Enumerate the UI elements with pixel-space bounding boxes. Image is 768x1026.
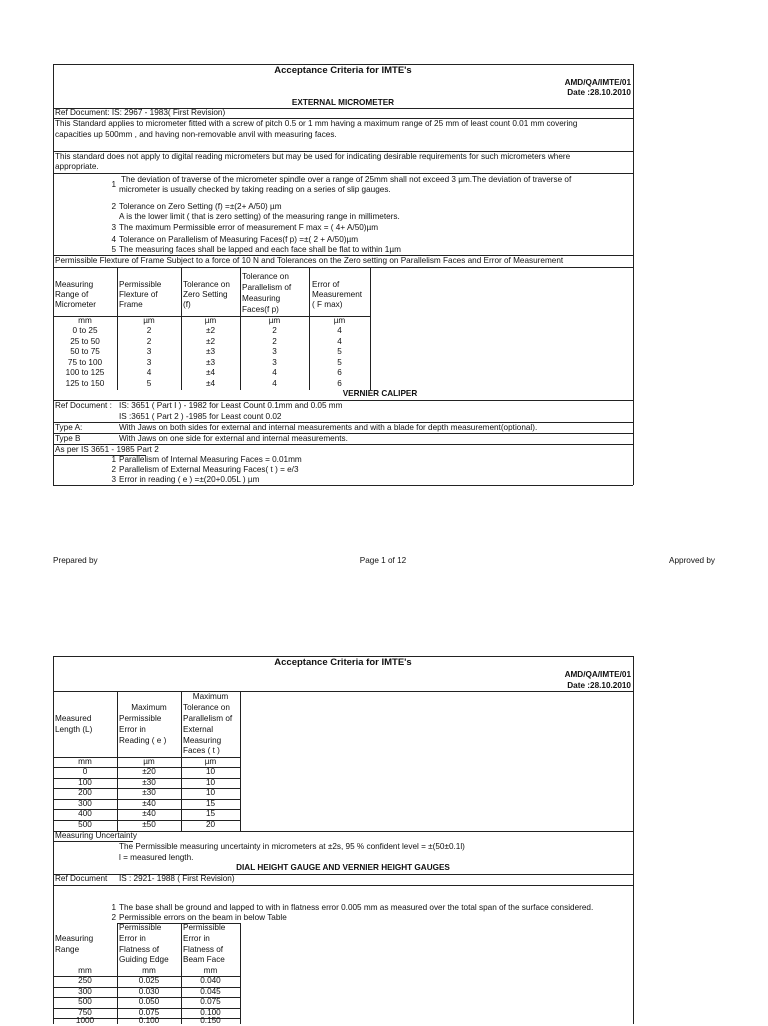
table-cell: 0.050 xyxy=(138,997,160,1006)
table-unit: mm xyxy=(78,316,92,325)
table-cell: 20 xyxy=(205,820,216,829)
document-date: Date :28.10.2010 xyxy=(567,681,631,690)
point-text: Parallelism of External Measuring Faces( t ) = e/3 xyxy=(119,465,299,474)
table-header: External xyxy=(183,725,214,734)
point-number: 3 xyxy=(111,223,116,232)
point-number: 1 xyxy=(111,180,116,189)
table-header: Tolerance on xyxy=(242,272,289,281)
table-header: Flatness of xyxy=(183,945,224,954)
table-cell: 3 xyxy=(272,358,277,367)
table-cell: 10 xyxy=(205,778,216,787)
table-header: Beam Face xyxy=(183,955,225,964)
table-cell: 3 xyxy=(146,358,152,367)
table-cell: ±4 xyxy=(205,368,216,377)
table-cell: 500 xyxy=(78,820,92,829)
table-header: Tolerance on xyxy=(183,703,230,712)
table-header: Measuring xyxy=(242,294,281,303)
table-header: Zero Setting xyxy=(183,290,228,299)
table-header: Range xyxy=(55,945,80,954)
scope-line-1: This Standard applies to micrometer fitted with a screw of pitch 0.5 or 1 mm having a maximum range of 25 mm of least count 0.01 mm covering xyxy=(55,119,578,128)
table-unit: µm xyxy=(333,316,346,325)
table-cell: ±4 xyxy=(205,379,216,388)
table-header: Error in xyxy=(183,934,210,943)
point-number: 4 xyxy=(111,235,116,244)
table-cell: 0.150 xyxy=(200,1016,221,1025)
table-cell: 400 xyxy=(78,809,92,818)
type-a-text: With Jaws on both sides for external and internal measurements and with a blade for depth measurement(optional). xyxy=(119,423,538,432)
table-header: Parallelism of xyxy=(183,714,233,723)
table-cell: 15 xyxy=(205,799,216,808)
table-header: Faces(f p) xyxy=(242,305,279,314)
table-cell: 0.075 xyxy=(138,1008,160,1017)
ref-document-label: Ref Document : xyxy=(55,401,112,410)
table-header: (f) xyxy=(183,300,191,309)
table-header: Maximum xyxy=(192,692,229,701)
table-cell: 300 xyxy=(78,799,92,808)
table-header: Flatness of xyxy=(119,945,160,954)
point-text: Parallelism of Internal Measuring Faces = 0.01mm xyxy=(119,455,302,464)
table-unit: mm xyxy=(78,757,92,766)
table-cell: ±50 xyxy=(142,820,156,829)
table-unit: µm xyxy=(143,316,155,325)
type-b-text: With Jaws on one side for external and internal measurements. xyxy=(119,434,348,443)
table-cell: 300 xyxy=(78,987,92,996)
table-cell: 125 to 150 xyxy=(65,379,105,388)
point-text: Error in reading ( e ) =±(20+0.05L ) µm xyxy=(119,475,260,484)
uncertainty-text: l = measured length. xyxy=(119,853,194,862)
table-cell: 0 xyxy=(82,767,88,776)
table-cell: 0.040 xyxy=(200,976,221,985)
table-header: Measuring xyxy=(55,934,94,943)
table-cell: 5 xyxy=(337,347,342,356)
table-cell: ±3 xyxy=(205,347,216,356)
ref-document-label: Ref Document xyxy=(55,874,108,883)
table-header: Measuring xyxy=(183,736,222,745)
type-b-label: Type B xyxy=(55,434,81,443)
table-cell: 5 xyxy=(337,358,342,367)
table-unit: µm xyxy=(268,316,281,325)
section-heading-height-gauges: DIAL HEIGHT GAUGE AND VERNIER HEIGHT GAUGES xyxy=(236,863,450,872)
table-header: Maximum xyxy=(131,703,167,712)
table-cell: ±30 xyxy=(142,778,156,787)
table-header: Error in xyxy=(119,934,146,943)
type-a-label: Type A: xyxy=(55,423,83,432)
ref-document-line: IS : 2921- 1988 ( First Revision) xyxy=(119,874,235,883)
note-line-2: appropriate. xyxy=(55,162,99,171)
table-cell: 4 xyxy=(337,326,342,335)
table-cell: ±30 xyxy=(142,788,156,797)
table-cell: ±40 xyxy=(142,809,156,818)
table-header: Range of xyxy=(55,290,89,299)
table-header: Error in xyxy=(119,725,146,734)
table-header: Reading ( e ) xyxy=(119,736,167,745)
point-text: The measuring faces shall be lapped and each face shall be flat to within 1µm xyxy=(119,245,401,254)
point-number: 5 xyxy=(111,245,116,254)
page-title: Acceptance Criteria for IMTE's xyxy=(274,65,412,76)
table-cell: 0.025 xyxy=(138,976,160,985)
point-number: 2 xyxy=(111,913,116,922)
table-cell: 2 xyxy=(146,337,152,346)
table-cell: 4 xyxy=(337,337,342,346)
table-unit: mm xyxy=(78,966,92,975)
table-unit: µm xyxy=(143,757,155,766)
table-cell: 4 xyxy=(146,368,152,377)
point-text: The deviation of traverse of the micrometer spindle over a range of 25mm shall not exceed 3 µm.The deviation of traverse of xyxy=(121,175,572,184)
table-cell: 10 xyxy=(205,788,216,797)
document-date: Date :28.10.2010 xyxy=(567,88,631,97)
point-number: 2 xyxy=(111,202,116,211)
table-cell: 0.030 xyxy=(138,987,160,996)
table-header: ( F max) xyxy=(312,300,343,309)
table-unit: mm xyxy=(142,966,156,975)
table-cell: ±3 xyxy=(205,358,216,367)
point-text: A is the lower limit ( that is zero setting) of the measuring range in millimeters. xyxy=(119,212,400,221)
table-cell: 500 xyxy=(78,997,92,1006)
page-number: Page 1 of 12 xyxy=(359,556,407,565)
point-text: micrometer is usually checked by taking reading on a series of slip gauges. xyxy=(119,185,391,194)
scope-line-2: capacities up 500mm , and having non-removable anvil with measuring faces. xyxy=(55,130,337,139)
table-cell: 0.075 xyxy=(200,997,221,1006)
table-header: Micrometer xyxy=(55,300,96,309)
point-number: 1 xyxy=(111,903,116,912)
table-cell: 100 to 125 xyxy=(65,368,105,377)
table-cell: 75 to 100 xyxy=(67,358,103,367)
table-cell: 3 xyxy=(146,347,152,356)
table-cell: ±2 xyxy=(205,337,216,346)
table-header: Error of xyxy=(312,280,340,289)
table-header: Measured xyxy=(55,714,92,723)
table-header: Faces ( t ) xyxy=(183,746,220,755)
section-heading-vernier-caliper: VERNIER CALIPER xyxy=(342,389,418,398)
point-number: 3 xyxy=(111,475,116,484)
table-cell: 0.100 xyxy=(138,1016,160,1025)
table-header: Flexture of xyxy=(119,290,158,299)
ref-document-line: IS :3651 ( Part 2 ) -1985 for Least count 0.02 xyxy=(119,412,282,421)
point-text: Tolerance on Zero Setting (f) =±(2+ A/50) µm xyxy=(119,202,282,211)
table-cell: 3 xyxy=(272,347,277,356)
point-text: The maximum Permissible error of measurement F max = ( 4+ A/50)µm xyxy=(119,223,379,232)
standard-reference: As per IS 3651 - 1985 Part 2 xyxy=(55,445,159,454)
point-text: Permissible errors on the beam in below Table xyxy=(119,913,287,922)
document-number: AMD/QA/IMTE/01 xyxy=(564,670,631,679)
table-unit: µm xyxy=(204,316,217,325)
point-number: 2 xyxy=(111,465,116,474)
section-heading-external-micrometer: EXTERNAL MICROMETER xyxy=(291,98,395,107)
table-cell: ±20 xyxy=(142,767,156,776)
table-header: Measurement xyxy=(312,290,363,299)
table-cell: 25 to 50 xyxy=(70,337,100,346)
point-text: Tolerance on Parallelism of Measuring Faces(f p) =±( 2 + A/50)µm xyxy=(119,235,359,244)
note-line-1: This standard does not apply to digital reading micrometers but may be used for indicating desirable requirements for such micrometers where xyxy=(55,152,571,161)
table-header: Tolerance on xyxy=(183,280,230,289)
table-cell: 10 xyxy=(205,767,216,776)
approved-by: Approved by xyxy=(669,556,715,565)
table-cell: 100 xyxy=(78,778,92,787)
table-header: Guiding Edge xyxy=(119,955,169,964)
table-cell: 0.045 xyxy=(200,987,221,996)
ref-document: Ref Document: IS: 2967 - 1983( First Revision) xyxy=(55,108,226,117)
table-unit: mm xyxy=(203,966,218,975)
table-cell: 15 xyxy=(205,809,216,818)
table-cell: 6 xyxy=(337,368,342,377)
table-header: Permissible xyxy=(119,714,162,723)
table-header: Parallelism of xyxy=(242,283,292,292)
prepared-by: Prepared by xyxy=(53,556,98,565)
table-header: Length (L) xyxy=(55,725,93,734)
uncertainty-text: The Permissible measuring uncertainty in micrometers at ±2s, 95 % confident level = ±(50±0.1l) xyxy=(119,842,465,851)
table-cell: ±40 xyxy=(142,799,156,808)
ref-document-line: IS: 3651 ( Part I ) - 1982 for Least Count 0.1mm and 0.05 mm xyxy=(119,401,343,410)
page-title: Acceptance Criteria for IMTE's xyxy=(274,657,412,668)
table-cell: 6 xyxy=(337,379,342,388)
table-cell: 0 to 25 xyxy=(72,326,98,335)
table-cell: 4 xyxy=(272,368,277,377)
point-number: 1 xyxy=(111,455,116,464)
table-cell: 1000 xyxy=(75,1016,95,1025)
point-text: The base shall be ground and lapped to with in flatness error 0.005 mm as measured over the total span of the surface considered. xyxy=(119,903,594,912)
table-cell: 4 xyxy=(272,379,277,388)
table-cell: 2 xyxy=(272,326,277,335)
table-unit: µm xyxy=(204,757,217,766)
table-cell: 200 xyxy=(78,788,92,797)
table-cell: 2 xyxy=(272,337,277,346)
table-cell: ±2 xyxy=(205,326,216,335)
uncertainty-label: Measuring Uncertainty xyxy=(55,831,137,840)
table-cell: 2 xyxy=(146,326,152,335)
table-header: Frame xyxy=(119,300,143,309)
table-header: Permissible xyxy=(183,923,226,932)
table-header: Permissible xyxy=(119,280,162,289)
table-cell: 250 xyxy=(78,976,92,985)
table-cell: 5 xyxy=(146,379,152,388)
table-cell: 750 xyxy=(78,1008,92,1017)
table-cell: 50 to 75 xyxy=(70,347,100,356)
document-number: AMD/QA/IMTE/01 xyxy=(564,78,631,87)
table-header: Permissible xyxy=(119,923,162,932)
table-header: Measuring xyxy=(55,280,94,289)
table-caption: Permissible Flexture of Frame Subject to a force of 10 N and Tolerances on the Zero setting on Parallelism Faces and Error of Measurement xyxy=(55,256,564,265)
table-cell: 0.100 xyxy=(200,1008,221,1017)
